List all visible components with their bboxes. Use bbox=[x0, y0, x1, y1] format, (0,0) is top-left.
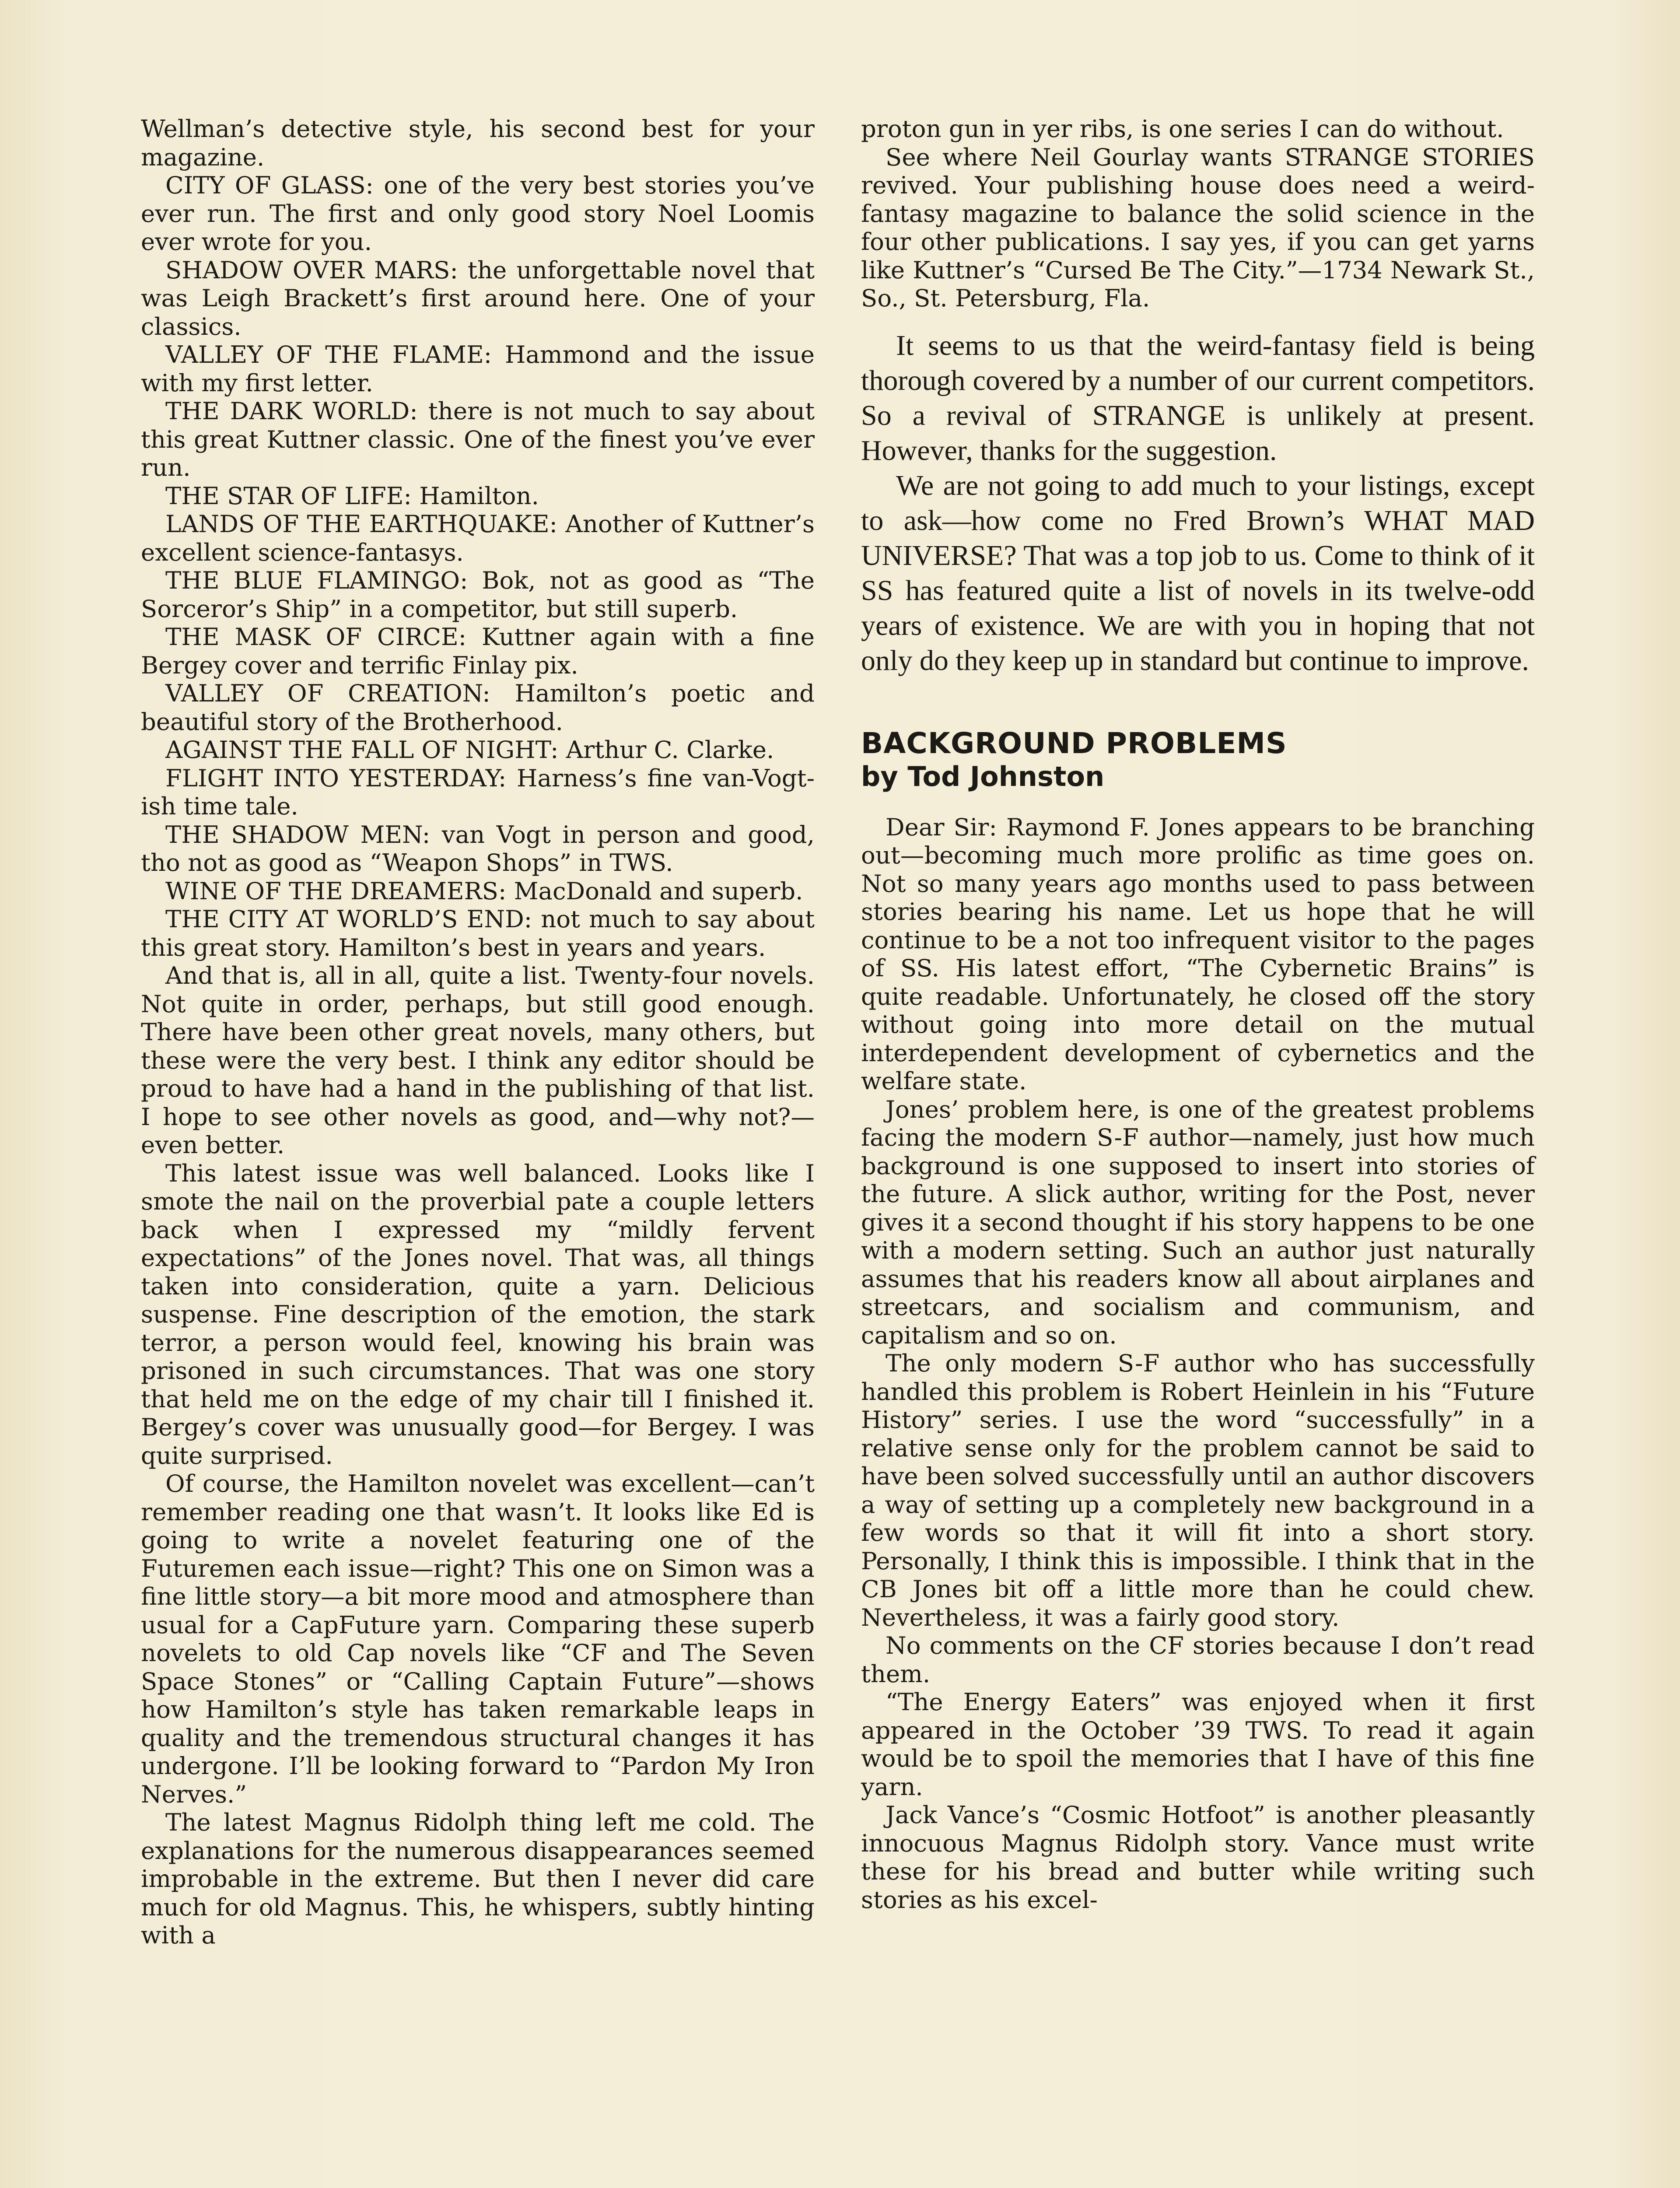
section-heading: BACKGROUND PROBLEMS bbox=[861, 726, 1287, 760]
letter-paragraph: VALLEY OF CREATION: Hamilton’s poetic and beautiful story of the Brotherhood. bbox=[141, 679, 815, 736]
left-column bbox=[141, 115, 815, 1950]
right-column bbox=[861, 115, 1535, 1914]
letter-paragraph: SHADOW OVER MARS: the unforgettable novel that was Leigh Brackett’s first around here. One of your classics. bbox=[141, 256, 815, 340]
letter-paragraph: THE STAR OF LIFE: Hamilton. bbox=[165, 481, 539, 510]
letter-paragraph: See where Neil Gourlay wants STRANGE STORIES revived. Your publishing house does need a weird-fantasy magazine to balance the solid science in the four other publications. I say yes, if you can get yarns like Kuttner’s “Cursed Be The City.”—1734 Newark St., So., St. Petersburg, Fla. bbox=[861, 143, 1535, 312]
letter-paragraph: Jones’ problem here, is one of the greatest problems facing the modern S-F author—namely, just how much background is one supposed to insert into stories of the future. A slick author, writing for the Post, never gives it a second thought if his story happens to be one with a modern setting. Such an author just naturally assumes that his readers know all about airplanes and streetcars, and socialism and communism, and capitalism and so on. bbox=[861, 1095, 1535, 1349]
letter-paragraph: THE CITY AT WORLD’S END: not much to say about this great story. Hamilton’s best in years and years. bbox=[141, 905, 815, 961]
letter-paragraph: WINE OF THE DREAMERS: MacDonald and superb. bbox=[165, 877, 803, 905]
letter-paragraph: THE BLUE FLAMINGO: Bok, not as good as “The Sorceror’s Ship” in a competitor, but still superb. bbox=[141, 566, 815, 623]
letter-paragraph: Wellman’s detective style, his second best for your magazine. bbox=[141, 115, 815, 171]
letter-paragraph: FLIGHT INTO YESTERDAY: Harness’s fine van-Vogt-ish time tale. bbox=[141, 764, 815, 820]
letter-paragraph: AGAINST THE FALL OF NIGHT: Arthur C. Clarke. bbox=[165, 736, 774, 764]
letter-paragraph: THE MASK OF CIRCE: Kuttner again with a fine Bergey cover and terrific Finlay pix. bbox=[141, 623, 815, 679]
letter-paragraph: proton gun in yer ribs, is one series I can do without. bbox=[861, 115, 1504, 143]
letter-paragraph: LANDS OF THE EARTHQUAKE: Another of Kuttner’s excellent science-fantasys. bbox=[141, 510, 815, 566]
letter-paragraph: No comments on the CF stories because I don’t read them. bbox=[861, 1631, 1535, 1688]
letter-paragraph: CITY OF GLASS: one of the very best stories you’ve ever run. The first and only good story Noel Loomis ever wrote for you. bbox=[141, 171, 815, 256]
reply-paragraph: It seems to us that the weird-fantasy field is being thorough covered by a number of our current competitors. So a revival of STRANGE is unlikely at present. However, thanks for the suggestion. bbox=[861, 329, 1535, 466]
letter-paragraph: Of course, the Hamilton novelet was excellent—can’t remember reading one that wasn’t. It looks like Ed is going to write a novelet featuring one of the Futuremen each issue—right? This one on Simon was a fine little story—a bit more mood and atmosphere than usual for a CapFuture yarn. Comparing these superb novelets to old Cap novels like “CF and The Seven Space Stones” or “Calling Captain Future”—shows how Hamilton’s style has taken remarkable leaps in quality and the tremendous structural changes it has undergone. I’ll be looking forward to “Pardon My Iron Nerves.” bbox=[141, 1469, 815, 1808]
letter-paragraph: And that is, all in all, quite a list. Twenty-four novels. Not quite in order, perhaps, but still good enough. There have been other great novels, many others, but these were the very best. I think any editor should be proud to have had a hand in the publishing of that list. I hope to see other novels as good, and—why not?—even better. bbox=[141, 961, 815, 1159]
letter-paragraph: THE SHADOW MEN: van Vogt in person and good, tho not as good as “Weapon Shops” in TWS. bbox=[141, 820, 815, 877]
reply-paragraph: We are not going to add much to your listings, except to ask—how come no Fred Brown’s WHAT MAD UNIVERSE? That was a top job to us. Come to think of it SS has featured quite a list of novels in its twelve-odd years of existence. We are with you in hoping that not only do they keep up in standard but continue to improve. bbox=[861, 469, 1535, 677]
letter-paragraph: This latest issue was well balanced. Looks like I smote the nail on the proverbial pate a couple letters back when I expressed my “mildly fervent expectations” of the Jones novel. That was, all things taken into consideration, quite a yarn. Delicious suspense. Fine description of the emotion, the stark terror, a person would feel, knowing his brain was prisoned in such circumstances. That was one story that held me on the edge of my chair till I finished it. Bergey’s cover was unusually good—for Bergey. I was quite surprised. bbox=[141, 1159, 815, 1469]
letter-paragraph: VALLEY OF THE FLAME: Hammond and the issue with my first letter. bbox=[141, 340, 815, 397]
letter-paragraph: The latest Magnus Ridolph thing left me cold. The explanations for the numerous disappearances seemed improbable in the extreme. But then I never did care much for old Magnus. This, he whispers, subtly hinting with a bbox=[141, 1808, 815, 1949]
letter-paragraph: The only modern S-F author who has successfully handled this problem is Robert Heinlein in his “Future History” series. I use the word “successfully” in a relative sense only for the problem cannot be said to have been solved successfully until an author discovers a way of setting up a completely new background in a few words so that it will fit into a short story. Personally, I think this is impossible. I think that in the CB Jones bit off a little more than he could chew. Nevertheless, it was a fairly good story. bbox=[861, 1349, 1535, 1631]
editor-reply bbox=[861, 328, 1535, 678]
letter-paragraph: THE DARK WORLD: there is not much to say about this great Kuttner classic. One of the finest you’ve ever run. bbox=[141, 397, 815, 481]
letter-paragraph: “The Energy Eaters” was enjoyed when it first appeared in the October ’39 TWS. To read it again would be to spoil the memories that I have of this fine yarn. bbox=[861, 1688, 1535, 1801]
section-byline: by Tod Johnston bbox=[861, 760, 1105, 792]
letter-paragraph: Dear Sir: Raymond F. Jones appears to be branching out—becoming much more prolific as time goes on. Not so many years ago months used to pass between stories bearing his name. Let us hope that he will continue to be a not too infrequent visitor to the pages of SS. His latest effort, “The Cybernetic Brains” is quite readable. Unfortunately, he closed off the story without going into more detail on the mutual interdependent development of cybernetics and the welfare state. bbox=[861, 813, 1535, 1095]
letter-paragraph: Jack Vance’s “Cosmic Hotfoot” is another pleasantly innocuous Magnus Ridolph story. Vance must write these for his bread and butter while writing such stories as his excel- bbox=[861, 1801, 1535, 1914]
